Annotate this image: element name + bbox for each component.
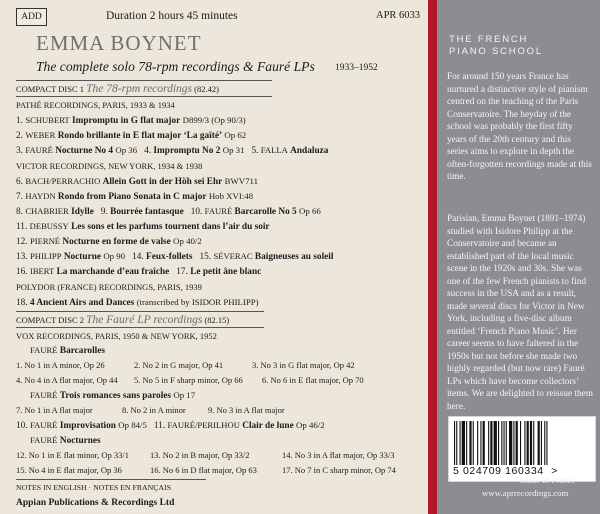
artist-name: EMMA BOYNET [36, 31, 202, 55]
track-number: 5. [251, 146, 259, 156]
track-line [16, 221, 270, 232]
track-number: 1. [16, 360, 23, 370]
rule-notes [16, 479, 206, 480]
track-title: No 2 in G major, Op 41 [142, 360, 224, 370]
session-label: VOX RECORDINGS, PARIS, 1950 & NEW YORK, 1952 [16, 331, 217, 341]
track-number: 11. [16, 222, 28, 232]
series-title [449, 34, 543, 58]
rule-disc1-bottom [16, 96, 272, 97]
work-title: Allein Gott in der Höh sei Ehr [102, 177, 223, 187]
composer: FAURÉ [30, 435, 58, 445]
track-title: No 6 in E flat major, Op 70 [270, 375, 364, 385]
track-number: 6. [16, 177, 23, 187]
barcode-bar [527, 421, 529, 465]
composer: WEBER [25, 130, 56, 140]
track-number: 6. [262, 375, 269, 385]
work-title: 4 Ancient Airs and Dances [29, 298, 135, 308]
barcode-bar [524, 421, 525, 465]
work-title: Andaluza [290, 146, 329, 156]
track-number: 16. [150, 465, 161, 475]
track-number: 5. [134, 375, 141, 385]
catalog-ref: Op 62 [224, 130, 247, 140]
track-line [262, 375, 364, 385]
work-title: Rondo brillante in E flat major ‘La gaîté’ [57, 131, 223, 141]
series-line-1: THE FRENCH [449, 34, 529, 45]
track-number: 17. [176, 267, 188, 277]
work-title: Bourrée fantasque [110, 207, 184, 217]
composer: FAURÉ [204, 206, 233, 216]
catalog-ref: (transcribed by ISIDOR PHILIPP) [136, 297, 259, 307]
track-line [134, 375, 243, 385]
work-title: Les sons et les parfums tournent dans l’air du soir [71, 222, 270, 232]
track-number: 3. [16, 146, 23, 156]
session-label: POLYDOR (FRANCE) RECORDINGS, PARIS, 1939 [16, 282, 202, 292]
intro-paragraph: For around 150 years France has nurtured a distinctive style of pianism centred on the teaching of the Paris Conservatoire. The heyday of the school was probably the first fifty years of the 20th century and this series aims to explore in depth the often-forgotten recordings made at this time. [447, 72, 592, 182]
work-title: Impromptu in G flat major [72, 116, 181, 126]
rule-disc2-bottom [16, 327, 264, 328]
track-number: 10. [16, 421, 28, 431]
barcode-bar [473, 421, 474, 465]
rule-disc1-top [16, 80, 272, 81]
track-line [282, 450, 395, 460]
work-title: Feux-follets [146, 252, 193, 262]
disc1-heading [16, 83, 219, 95]
track-line [150, 465, 257, 475]
barcode-bar [494, 421, 497, 465]
barcode-bar [466, 421, 467, 465]
barcode-bar [546, 421, 547, 465]
work-title: Le petit âne blanc [190, 267, 262, 277]
disc2-heading [16, 314, 229, 326]
track-title: No 3 in A flat major, Op 33/3 [294, 450, 395, 460]
work-title: Trois romances sans paroles [59, 391, 172, 401]
track-number: 16. [16, 267, 28, 277]
track-line [16, 266, 261, 277]
track-title: No 1 in A minor, Op 26 [24, 360, 105, 370]
work-title: Barcarolles [59, 346, 105, 356]
track-line [16, 191, 253, 202]
work-title: Improvisation [59, 421, 116, 431]
track-line [16, 297, 259, 308]
work-title: Impromptu No 2 [153, 146, 221, 156]
track-title: No 1 in E flat minor, Op 33/1 [28, 450, 129, 460]
track-line [122, 405, 186, 415]
track-number: 4. [144, 146, 152, 156]
duration: Duration 2 hours 45 minutes [106, 10, 238, 22]
track-title: No 4 in E flat major, Op 36 [28, 465, 122, 475]
session-label: VICTOR RECORDINGS, NEW YORK, 1934 & 1938 [16, 161, 203, 171]
track-number: 13. [16, 252, 28, 262]
barcode-bar [504, 421, 505, 465]
track-line [16, 206, 321, 217]
disc1-label: COMPACT DISC 1 [16, 84, 85, 94]
album-years: 1933–1952 [335, 63, 378, 73]
track-number: 13. [150, 450, 161, 460]
group-heading [16, 420, 325, 431]
track-number: 2. [134, 360, 141, 370]
composer: FAURÉ [25, 145, 53, 155]
track-line [16, 115, 246, 126]
work-title: Nocturnes [59, 436, 101, 446]
barcode-bar [533, 421, 534, 465]
work-title: Barcarolle No 5 [234, 207, 297, 217]
track-number: 9. [208, 405, 215, 415]
composer: PHILIPP [29, 251, 62, 261]
track-number: 8. [122, 405, 129, 415]
catalog-ref: Op 84/5 [118, 420, 147, 430]
disc1-title: The 78-rpm recordings [86, 83, 192, 95]
track-title: No 4 in A flat major, Op 44 [24, 375, 118, 385]
work-title: La marchande d’eau fraîche [56, 267, 170, 277]
composer: SCHUBERT [25, 115, 70, 125]
notes-line: NOTES IN ENGLISH · NOTES EN FRANÇAIS [16, 483, 172, 492]
barcode-bar [520, 421, 521, 465]
work-title: Clair de lune [242, 421, 294, 431]
track-number: 12. [16, 237, 28, 247]
track-line [16, 465, 122, 475]
red-stripe [428, 0, 437, 514]
barcode-bar [483, 421, 485, 465]
composer: PIERNÉ [29, 236, 61, 246]
track-line [282, 465, 396, 475]
rule-disc2-top [16, 311, 264, 312]
track-number: 10. [190, 207, 203, 217]
barcode-bar [480, 421, 481, 465]
catalog-ref: D899/3 (Op 90/3) [182, 115, 246, 125]
barcode-bar [541, 421, 542, 465]
work-title: Nocturne No 4 [55, 146, 114, 156]
composer: DEBUSSY [29, 221, 69, 231]
barcode-bar [506, 421, 507, 465]
composer: FAURÉ [29, 420, 58, 430]
composer: SÉVERAC [213, 251, 253, 261]
barcode-digits: 5 024709 160334 [453, 465, 544, 477]
group-heading [30, 390, 195, 401]
track-title: No 7 in C sharp minor, Op 74 [294, 465, 396, 475]
session-label: PATHÉ RECORDINGS, PARIS, 1933 & 1934 [16, 100, 175, 110]
composer: FAURÉ [30, 345, 58, 355]
track-number: 7. [16, 405, 23, 415]
barcode-bar [538, 421, 540, 465]
composer: FALLA [260, 145, 288, 155]
track-title: No 5 in F sharp minor, Op 66 [142, 375, 243, 385]
track-number: 12. [16, 450, 27, 460]
barcode-bar [513, 421, 514, 465]
group-heading [30, 345, 105, 356]
track-number: 2. [16, 131, 23, 141]
made-in: Made in France [520, 475, 576, 485]
composer: HAYDN [25, 191, 56, 201]
barcode-bar [454, 421, 455, 465]
disc2-title: The Fauré LP recordings [86, 314, 203, 326]
work-title: Baigneuses au soleil [254, 252, 334, 262]
catalog-ref: Op 40/2 [173, 236, 202, 246]
work-title: Nocturne [63, 252, 101, 262]
track-number: 17. [282, 465, 293, 475]
track-number: 18. [16, 298, 28, 308]
track-line [134, 360, 223, 370]
track-number: 15. [16, 465, 27, 475]
catalog-ref: BWV711 [224, 176, 259, 186]
composer: BACH/PERRACHIO [25, 176, 101, 186]
track-title: No 3 in A flat major [216, 405, 285, 415]
track-line [16, 360, 105, 370]
catalog-ref: Op 17 [173, 390, 196, 400]
work-title: Rondo from Piano Sonata in C major [57, 192, 207, 202]
barcode-bar [498, 421, 499, 465]
barcode-bar [509, 421, 512, 465]
catalog-ref: Hob XVI:48 [208, 191, 254, 201]
track-title: No 6 in D flat major, Op 63 [162, 465, 257, 475]
track-number: 15. [199, 252, 212, 262]
track-line [16, 375, 118, 385]
track-line [16, 145, 328, 156]
catalog-ref: Op 36 [115, 145, 138, 155]
track-number: 4. [16, 375, 23, 385]
biography-paragraph: Parisian, Emma Boynet (1891–1974) studied with Isidore Philipp at the Conservatoire and became an established part of the local music scene in the 1920s and 30s. She was one of the few French pianists to find success in the USA and as a result, made several discs for Victor in New York, including a five-disc album entitled ‘French Piano Music’. Her career seems to have faltered in the 1950s but not before she made two highly regarded (but now rare) Fauré LPs which have become collectors’ items. We are delighted to reissue them here. [447, 214, 593, 412]
track-number: 14. [282, 450, 293, 460]
composer: FAURÉ [30, 390, 58, 400]
track-number: 14. [132, 252, 144, 262]
track-title: No 1 in A flat major [24, 405, 93, 415]
track-number: 7. [16, 192, 23, 202]
track-line [252, 360, 355, 370]
disc2-label: COMPACT DISC 2 [16, 315, 85, 325]
track-line [16, 176, 258, 187]
add-badge: ADD [16, 8, 47, 26]
barcode-bar [501, 421, 502, 465]
series-line-2: PIANO SCHOOL [449, 46, 543, 57]
website: www.aprrecordings.com [482, 488, 569, 498]
track-line [16, 405, 93, 415]
track-title: No 3 in G flat major, Op 42 [260, 360, 355, 370]
barcode-bar [490, 421, 492, 465]
barcode-bar [516, 421, 518, 465]
work-title: Idylle [71, 207, 94, 217]
barcode-bar [462, 421, 465, 465]
track-line [16, 450, 129, 460]
track-title: No 2 in A minor [130, 405, 186, 415]
composer: CHABRIER [25, 206, 69, 216]
barcode-bar [469, 421, 471, 465]
catalog-ref: Op 31 [222, 145, 245, 155]
track-number: 1. [16, 116, 23, 126]
track-line [208, 405, 285, 415]
disc2-time: (82.15) [204, 315, 230, 325]
barcode-bars [454, 421, 588, 465]
disc1-time: (82.42) [194, 84, 219, 94]
track-number: 8. [16, 207, 23, 217]
barcode-bar [477, 421, 478, 465]
composer: FAURÉ/PERILHOU [167, 420, 240, 430]
barcode-bar [488, 421, 489, 465]
catalog-number: APR 6033 [376, 10, 421, 21]
barcode-bar [456, 421, 457, 465]
track-line [16, 236, 202, 247]
barcode-arrow: > [551, 465, 559, 477]
track-line [16, 130, 246, 141]
track-number: 3. [252, 360, 259, 370]
track-title: No 2 in B major, Op 33/2 [162, 450, 250, 460]
track-number: 11. [153, 421, 166, 431]
composer: IBERT [29, 266, 55, 276]
track-line [150, 450, 250, 460]
barcode-bar [544, 421, 545, 465]
group-heading [30, 435, 101, 446]
catalog-ref: Op 90 [103, 251, 126, 261]
catalog-ref: Op 46/2 [296, 420, 325, 430]
publisher: Appian Publications & Recordings Ltd [16, 498, 175, 508]
track-line [16, 251, 333, 262]
barcode [448, 416, 596, 482]
barcode-bar [460, 421, 461, 465]
barcode-bar [530, 421, 532, 465]
work-title: Nocturne en forme de valse [62, 237, 171, 247]
album-subtitle: The complete solo 78-rpm recordings & Fauré LPs [36, 59, 315, 74]
catalog-ref: Op 66 [299, 206, 321, 216]
track-number: 9. [100, 207, 108, 217]
